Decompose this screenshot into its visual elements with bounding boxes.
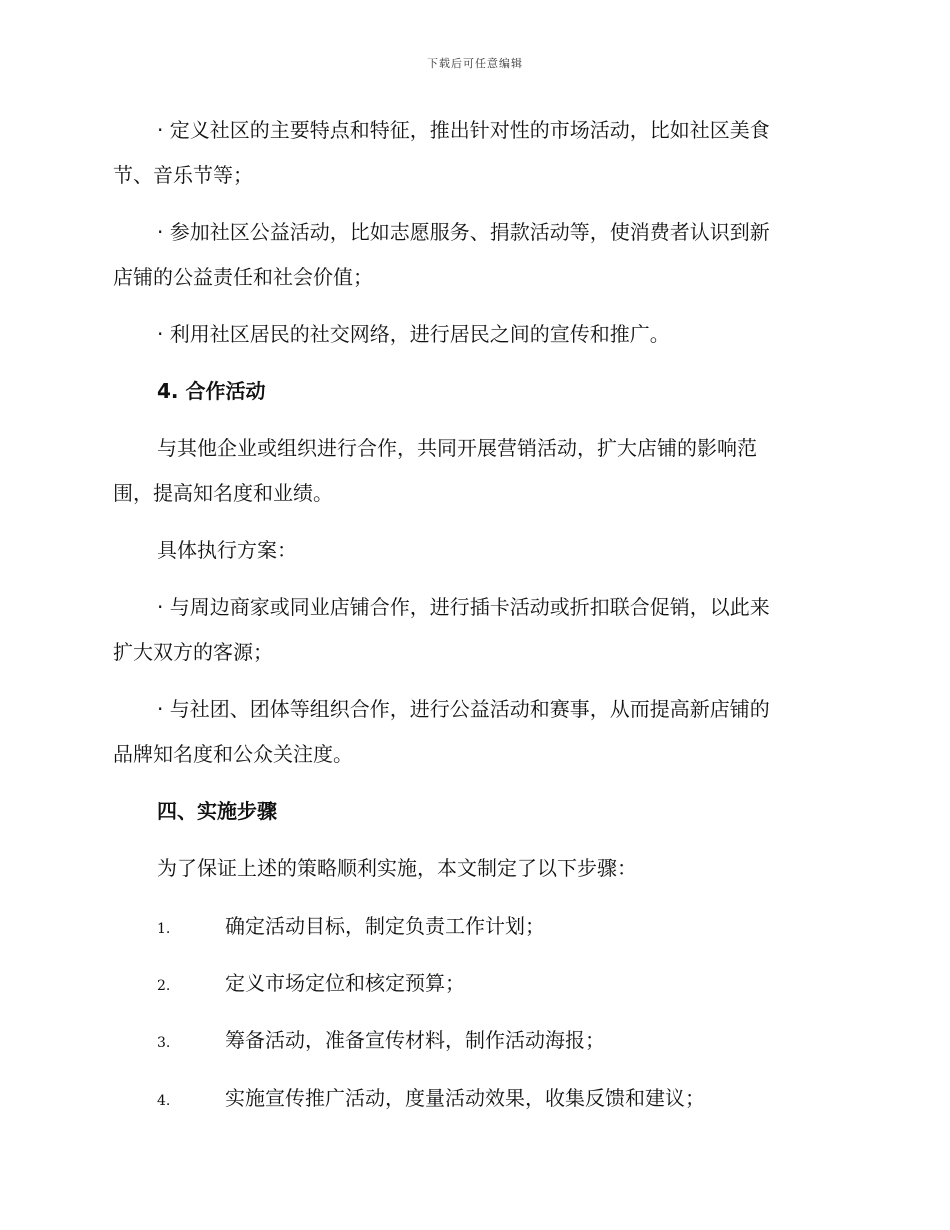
list-item xyxy=(157,914,545,941)
step-number: 4. xyxy=(157,1093,171,1109)
bullet-public-welfare-line1: · 参加社区公益活动，比如志愿服务、捐款活动等，使消费者认识到新 xyxy=(157,220,770,244)
step-number: 1. xyxy=(157,921,171,937)
bullet-organization-cooperation-line1: · 与社团、团体等组织合作，进行公益活动和赛事，从而提高新店铺的 xyxy=(157,697,770,721)
bullet-public-welfare-line2: 店铺的公益责任和社会价值； xyxy=(113,265,373,289)
step-number: 3. xyxy=(157,1035,171,1051)
list-item xyxy=(157,1028,605,1055)
bullet-organization-cooperation-line2: 品牌知名度和公众关注度。 xyxy=(113,742,353,766)
heading-cooperation: 4. 合作活动 xyxy=(157,379,266,403)
step-text: 确定活动目标，制定负责工作计划； xyxy=(225,914,545,938)
list-item xyxy=(157,971,465,998)
step-text: 实施宣传推广活动，度量活动效果，收集反馈和建议； xyxy=(225,1086,705,1110)
paragraph-cooperation-line2: 围，提高知名度和业绩。 xyxy=(113,481,333,505)
bullet-community-features-line2: 节、音乐节等； xyxy=(113,163,253,187)
bullet-merchant-cooperation-line2: 扩大双方的客源； xyxy=(113,640,273,664)
heading-implementation-steps: 四、实施步骤 xyxy=(157,799,277,823)
page-header-note: 下载后可任意编辑 xyxy=(427,57,523,70)
step-text: 筹备活动，准备宣传材料，制作活动海报； xyxy=(225,1028,605,1052)
step-text: 定义市场定位和核定预算； xyxy=(225,971,465,995)
bullet-community-features-line1: · 定义社区的主要特点和特征，推出针对性的市场活动，比如社区美食 xyxy=(157,118,770,142)
bullet-merchant-cooperation-line1: · 与周边商家或同业店铺合作，进行插卡活动或折扣联合促销，以此来 xyxy=(157,595,770,619)
paragraph-cooperation-line1: 与其他企业或组织进行合作，共同开展营销活动，扩大店铺的影响范 xyxy=(157,436,757,460)
paragraph-steps-intro: 为了保证上述的策略顺利实施，本文制定了以下步骤： xyxy=(157,856,637,880)
bullet-social-network: · 利用社区居民的社交网络，进行居民之间的宣传和推广。 xyxy=(157,322,670,346)
paragraph-execution-plan: 具体执行方案： xyxy=(157,538,297,562)
step-number: 2. xyxy=(157,978,171,994)
list-item xyxy=(157,1086,705,1113)
